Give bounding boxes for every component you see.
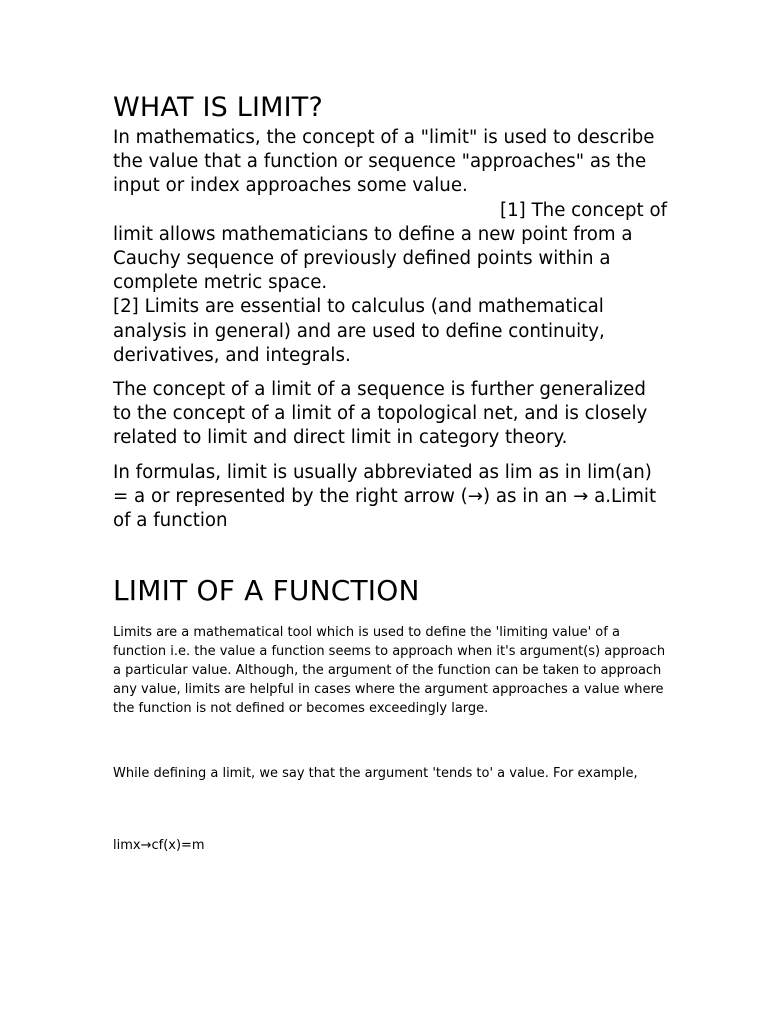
intro-text-3: Limits are essential to calculus (and mathematical analysis in general) and are used to define continuity, derivatives, and integrals. (113, 296, 605, 366)
heading-what-is-limit: WHAT IS LIMIT? (113, 92, 324, 123)
heading-limit-of-a-function: LIMIT OF A FUNCTION (113, 574, 420, 608)
limit-formula: limx→cf(x)=m (113, 838, 205, 854)
reference-2[interactable]: [2] (113, 296, 139, 318)
intro-text-2: The concept of limit allows mathematicians to define a new point from a Cauchy sequence of previously defined points within a complete metric space. (113, 199, 668, 294)
reference-1[interactable]: [1] (500, 199, 526, 221)
function-limit-paragraph: Limits are a mathematical tool which is used to define the 'limiting value' of a function i.e. the value a function seems to approach when it's argument(s) approach a particular value. Although, the argument of the function can be taken to approach any value, limits are helpful in cases where the argument approaches a value where the function is not defined or becomes exceedingly large. (113, 625, 666, 717)
notation-paragraph: In formulas, limit is usually abbreviated as lim as in lim(an) = a or represented by the right arrow (→) as in an → a.Limit of a function (113, 461, 657, 532)
intro-paragraph (113, 126, 668, 368)
generalization-paragraph: The concept of a limit of a sequence is further generalized to the concept of a limit of a topological net, and is closely related to limit and direct limit in category theory. (113, 379, 648, 449)
intro-text-1: In mathematics, the concept of a "limit" is used to describe the value that a function or sequence "approaches" as the input or index approaches some value. (113, 127, 655, 197)
tends-to-paragraph: While defining a limit, we say that the argument 'tends to' a value. For example, (113, 766, 638, 782)
